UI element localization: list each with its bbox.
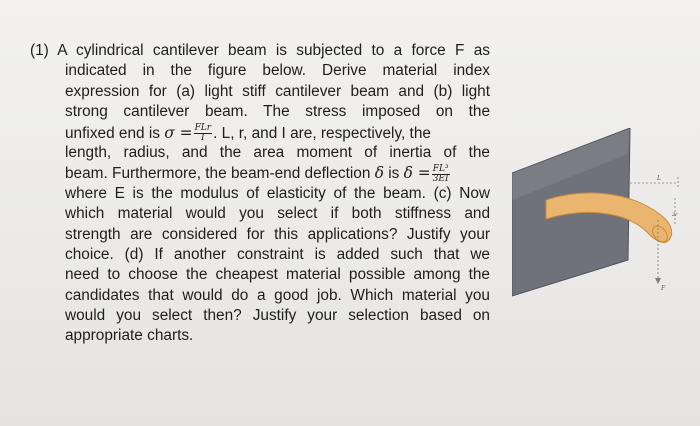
stress-symbol: σ = [164,123,193,142]
problem-line-11: choice. (d) If another constraint is added such that we [65,245,490,263]
stress-fraction [194,124,213,143]
stress-fraction-numerator: FLr [194,123,212,133]
length-label: L [657,175,661,182]
cantilever-figure [512,128,682,298]
deflection-equals: δ = [403,164,431,183]
problem-line-13: candidates that would do a good job. Which material you [65,286,490,304]
stress-line-pre: unfixed end is [65,124,165,142]
stress-line [30,123,490,143]
problem-line-6: length, radius, and the area moment of inertia of the [65,143,490,161]
deflection-line-pre: beam. Furthermore, the beam-end deflection [65,165,375,183]
deflection-symbol: δ [374,164,384,183]
problem-line-15: appropriate charts. [65,327,194,345]
problem-line-2: indicated in the figure below. Derive material index [65,62,490,80]
problem-line-1-text: A cylindrical cantilever beam is subjected to a force F as [57,42,490,59]
deflection-line-mid: is [383,165,404,183]
problem-line-3: expression for (a) light stiff cantilever beam and (b) light [65,82,490,100]
deflection-fraction [432,165,450,184]
stress-line-post: . L, r, and I are, respectively, the [213,124,431,142]
problem-line-4: strong cantilever beam. The stress imposed on the [65,103,490,121]
problem-line-12: need to choose the cheapest material possible among the [65,266,490,284]
deflection-fraction-denominator: 3EI [432,173,449,184]
cantilever-diagram [512,128,682,298]
stress-fraction-denominator: I [201,133,205,143]
problem-line-8: where E is the modulus of elasticity of the beam. (c) Now [65,184,490,202]
problem-line-14: would you select then? Justify your selection based on [65,307,490,325]
problem-line-1 [30,41,490,61]
problem-statement [30,41,490,347]
deflection-fraction-numerator: FL³ [432,163,449,174]
problem-line-9: which material would you select if both stiffness and [65,205,490,223]
problem-line-10: strength are considered for this applications? Justify your [65,225,490,243]
force-label: F [661,285,666,292]
deflection-line [30,163,490,183]
radius-label: 2r [672,212,678,218]
problem-number: (1) [30,42,49,59]
force-arrowhead [655,278,661,284]
